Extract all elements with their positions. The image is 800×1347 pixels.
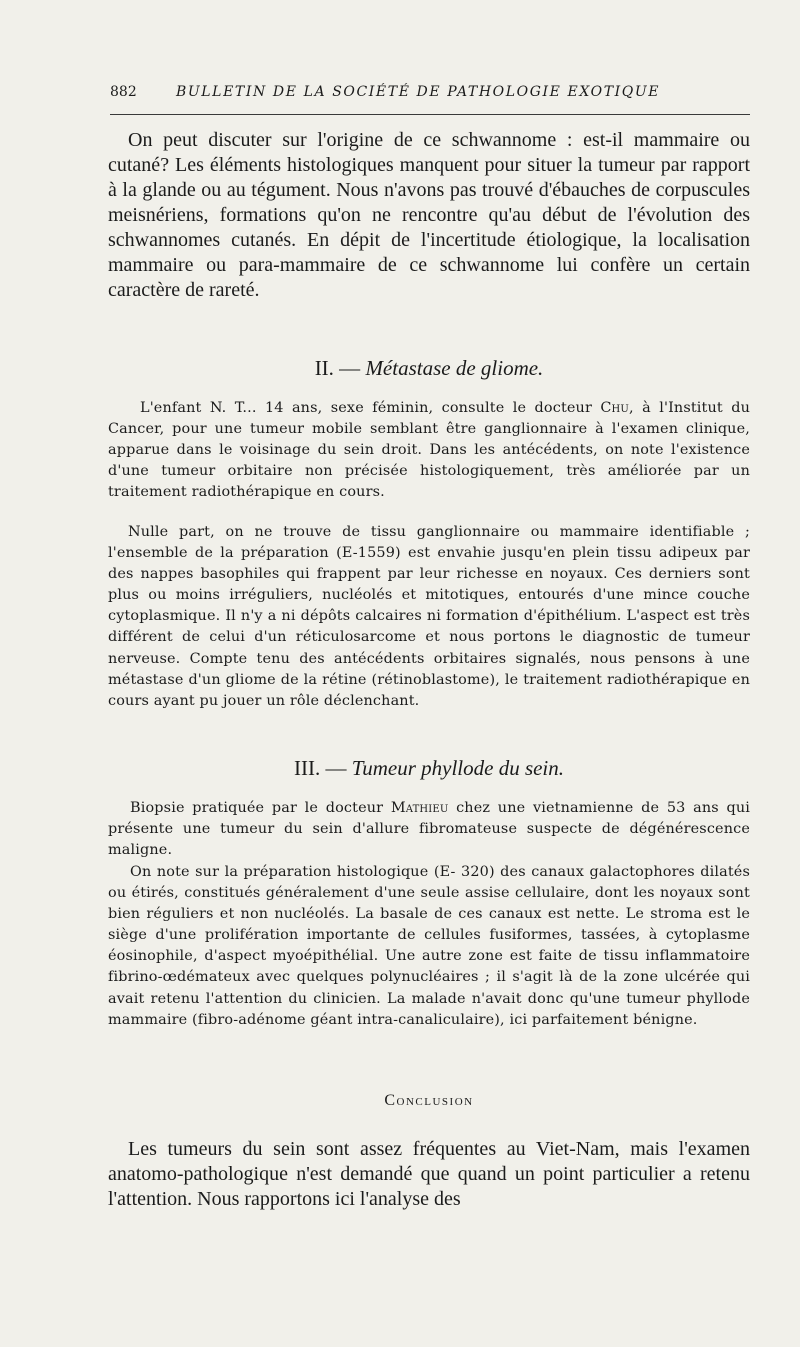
paragraph-conclusion: Les tumeurs du sein sont assez fréquentes au Viet-Nam, mais l'examen anatomo-pathologique n'est demandé que quand un point particulier a retenu l'attention. Nous rapportons ici l'analyse des	[108, 1138, 750, 1210]
paragraph-biopsy	[108, 798, 750, 861]
text-run: Biopsie pratiquée par le docteur	[130, 800, 391, 816]
paragraph-case-history	[108, 398, 750, 503]
section-number: II. —	[314, 356, 366, 380]
conclusion-heading: Conclusion	[384, 1092, 474, 1109]
page-number: 882	[110, 84, 137, 100]
section-heading-phyllode	[108, 756, 750, 781]
text-run: chez une vietnamienne de 53 ans qui présente une tumeur du sein d'allure fibromateuse suspecte de dégénérescence maligne.	[108, 800, 751, 859]
section-heading-metastase	[108, 356, 750, 381]
doctor-name: Mathieu	[390, 800, 449, 816]
section-title: Tumeur phyllode du sein.	[351, 756, 565, 780]
section-title: Métastase de gliome.	[365, 356, 544, 380]
paragraph-histology-phyllode: On note sur la préparation histologique (E- 320) des canaux galactophores dilatés ou étirés, constitués généralement d'une seule assise cellulaire, dont les noyaux sont bien réguliers et non nucléolés. La basale de ces canaux est nette. Le stroma est le siège d'une prolifération importante de cellules fusiformes, tassées, à cytoplasme éosinophile, d'aspect myoépithélial. Une autre zone est faite de tissu inflammatoire fibrino-œdémateux avec quelques polynucléaires ; il s'agit là de la zone ulcérée qui avait retenu l'attention du clinicien. La malade n'avait donc qu'une tumeur phyllode mammaire (fibro-adénome géant intra-canaliculaire), ici parfaitement bénigne.	[108, 864, 750, 1028]
paragraph-schwannome-origin: On peut discuter sur l'origine de ce schwannome : est-il mammaire ou cutané? Les éléments histologiques manquent pour situer la tumeur par rapport à la glande ou au tégument. Nous n'avons pas trouvé d'ébauches de corpuscules meisnériens, formations qu'on ne rencontre qu'au début de l'évolution des schwannomes cutanés. En dépit de l'incertitude étiologique, la localisation mammaire ou para-mammaire de ce schwannome lui confère un certain caractère de rareté.	[108, 129, 750, 301]
paragraph-histology-gliome: Nulle part, on ne trouve de tissu ganglionnaire ou mammaire identifiable ; l'ensemble de la préparation (E-1559) est envahie jusqu'en plein tissu adipeux par des nappes basophiles qui frappent par leur richesse en noyaux. Ces derniers sont plus ou moins irréguliers, nucléolés et mitotiques, entourés d'une mince couche cytoplasmique. Il n'y a ni dépôts calcaires ni formation d'épithélium. L'aspect est très différent de celui d'un réticulosarcome et nous portons le diagnostic de tumeur nerveuse. Compte tenu des antécédents orbitaires signalés, nous pensons à une métastase d'un gliome de la rétine (rétinoblastome), le traitement radiothérapique en cours ayant pu jouer un rôle déclenchant.	[108, 524, 750, 709]
section-number: III. —	[293, 756, 352, 780]
text-run: L'enfant N. T... 14 ans, sexe féminin, consulte le docteur	[140, 400, 601, 416]
page-header	[110, 84, 750, 115]
running-title: BULLETIN DE LA SOCIÉTÉ DE PATHOLOGIE EXOTIQUE	[176, 84, 661, 100]
doctor-name: Chu	[600, 400, 629, 416]
text-run: , à l'Institut du Cancer, pour une tumeur mobile semblant être ganglionnaire à l'examen clinique, apparue dans le voisinage du sein droit. Dans les antécédents, on note l'existence d'une tumeur orbitaire non précisée histologiquement, très améliorée par un traitement radiothérapique en cours.	[108, 400, 750, 501]
